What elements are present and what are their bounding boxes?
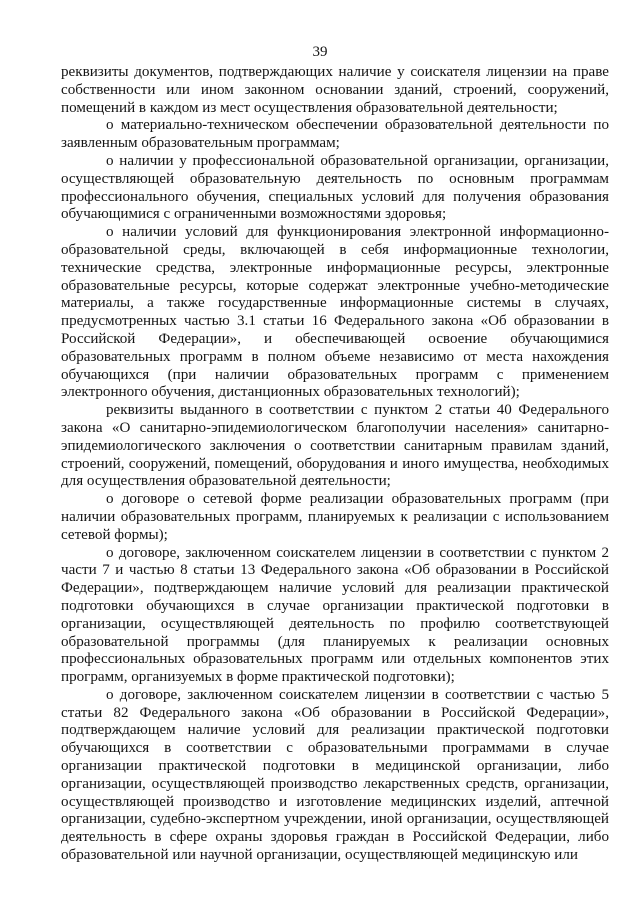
paragraph: о наличии у профессиональной образовательной организации, организации, осуществляющей образовательную деятельность по основным программам профессионального обучения, специальных условий для получения образования обучающимися с ограниченными возможностями здоровья; <box>61 152 609 223</box>
paragraph: о материально-техническом обеспечении образовательной деятельности по заявленным образовательным программам; <box>61 117 609 152</box>
paragraph: о договоре, заключенном соискателем лицензии в соответствии с пунктом 2 части 7 и частью 8 статьи 13 Федерального закона «Об образовании в Российской Федерации», подтверждающем наличие условий для реализации практической подготовки обучающихся в случае организации практической подготовки в организации, осуществляющей деятельность по профилю соответствующей образовательной программы (для планируемых к реализации основных профессиональных образовательных программ или отдельных компонентов этих программ, организуемых в форме практической подготовки); <box>61 544 609 686</box>
paragraph: о договоре, заключенном соискателем лицензии в соответствии с частью 5 статьи 82 Федерального закона «Об образовании в Российской Федерации», подтверждающем наличие условий для реализации практической подготовки обучающихся в соответствии с образовательными программами в случае организации практической подготовки в медицинской организации, либо организации, осуществляющей производство лекарственных средств, организации, осуществляющей производство и изготовление медицинских изделий, аптечной организации, судебно-экспертном учреждении, иной организации, осуществляющей деятельность в сфере охраны здоровья граждан в Российской Федерации, либо образовательной или научной организации, осуществляющей медицинскую или <box>61 686 609 864</box>
paragraph: реквизиты документов, подтверждающих наличие у соискателя лицензии на праве собственности или ином законном основании зданий, строений, сооружений, помещений в каждом из мест осуществления образовательной деятельности; <box>61 64 609 116</box>
document-body <box>61 64 609 865</box>
paragraph: о договоре о сетевой форме реализации образовательных программ (при наличии образовательных программ, планируемых к реализации с использованием сетевой формы); <box>61 491 609 543</box>
paragraph: о наличии условий для функционирования электронной информационно-образовательной среды, включающей в себя информационные технологии, технические средства, электронные информационные ресурсы, электронные образовательные ресурсы, которые содержат электронные учебно-методические материалы, а также государственные информационные системы в случаях, предусмотренных частью 3.1 статьи 16 Федерального закона «Об образовании в Российской Федерации», и обеспечивающей освоение обучающимися образовательных программ в полном объеме независимо от места нахождения обучающихся (при наличии образовательных программ с применением электронного обучения, дистанционных образовательных технологий); <box>61 224 609 401</box>
page-number: 39 <box>312 44 328 60</box>
paragraph: реквизиты выданного в соответствии с пунктом 2 статьи 40 Федерального закона «О санитарно-эпидемиологическом благополучии населения» санитарно-эпидемиологического заключения о соответствии санитарным правилам зданий, строений, сооружений, помещений, оборудования и иного имущества, необходимых для осуществления образовательной деятельности; <box>61 402 609 490</box>
